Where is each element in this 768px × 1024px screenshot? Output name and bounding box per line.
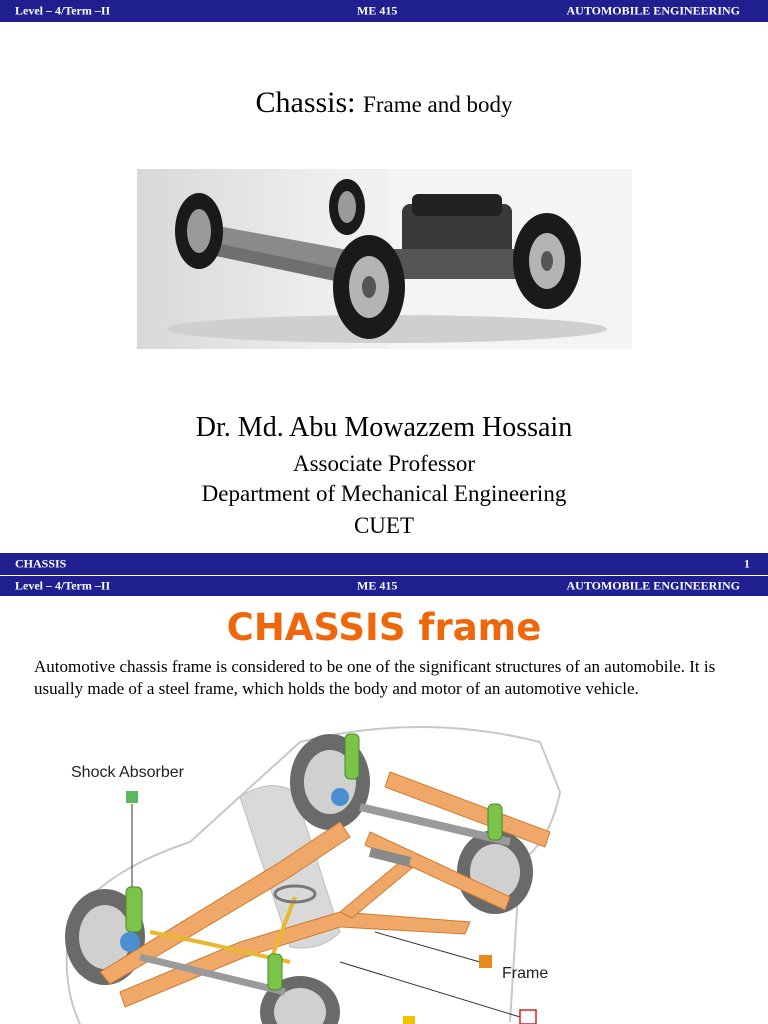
footer-page-number: 1 xyxy=(744,556,750,571)
shock-absorber-label: Shock Absorber xyxy=(71,764,184,781)
chassis-photo xyxy=(137,169,632,349)
slide1-title xyxy=(0,86,768,120)
slide1-footer-bar xyxy=(0,553,768,575)
slide1-title-sub: Frame and body xyxy=(363,92,513,117)
slide2-header-bar xyxy=(0,576,768,596)
shock-absorber-marker xyxy=(126,791,138,803)
slide2-title: CHASSIS frame xyxy=(226,606,542,649)
slide1-title-main: Chassis: xyxy=(255,86,356,119)
chassis-frame-diagram xyxy=(40,722,740,1024)
author-institution: CUET xyxy=(353,513,415,538)
header-level: Level – 4/Term –II xyxy=(15,3,111,18)
frame-marker xyxy=(479,955,492,968)
frame-label: Frame xyxy=(502,965,549,982)
slide1-header-bar xyxy=(0,0,768,22)
header-level-2: Level – 4/Term –II xyxy=(15,578,111,593)
author-name: Dr. Md. Abu Mowazzem Hossain xyxy=(195,412,573,443)
chassis-photo-illustration xyxy=(137,169,632,349)
footer-section: CHASSIS xyxy=(15,556,67,571)
red-marker xyxy=(520,1010,536,1024)
header-subject: AUTOMOBILE ENGINEERING xyxy=(566,3,740,18)
header-course-2: ME 415 xyxy=(357,578,398,593)
header-subject-2: AUTOMOBILE ENGINEERING xyxy=(566,578,740,593)
header-course: ME 415 xyxy=(357,3,398,18)
author-role: Associate Professor xyxy=(292,451,476,476)
slide2-paragraph: Automotive chassis frame is considered to be one of the significant structures of an automobile. It is usually made of a steel frame, which holds the body and motor of an automotive vehicle. xyxy=(34,657,716,698)
author-department: Department of Mechanical Engineering xyxy=(201,481,567,506)
yellow-marker xyxy=(403,1016,415,1024)
chassis-frame-illustration xyxy=(40,722,740,1024)
